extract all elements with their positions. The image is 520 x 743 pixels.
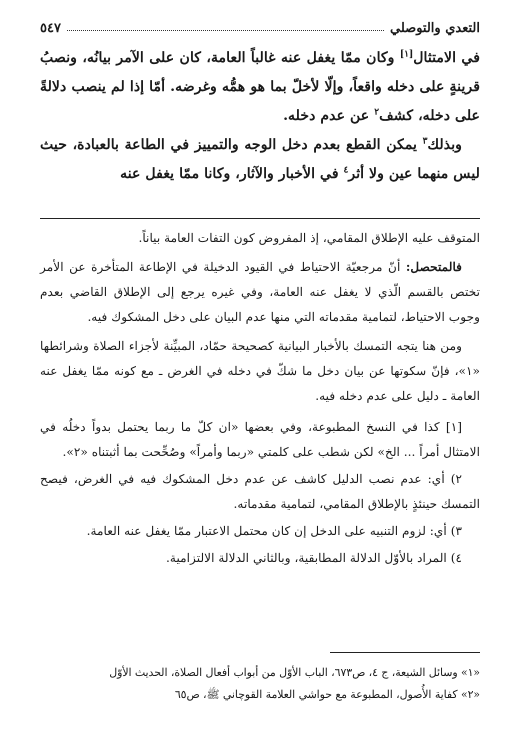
references-divider <box>330 652 480 653</box>
main-text-segment: يمكن القطع بعدم دخل الوجه والتمييز في الطاعة بالعبادة، حيث ليس منهما عين ولا أثر <box>40 137 480 182</box>
main-text-segment: وكان ممّا يغفل عنه غالباً العامة، كان على الآمر بيانُه، ونصبُ قرينةٍ على دخله واقعاً، وإلّا لأخلّ بما هو همُّه وغرضه. أمّا إذا لم ينصب دلالةً على دخله، كشف <box>40 50 480 124</box>
footnote: ٤) المراد بالأوّل الدلالة المطابقية، وبالثاني الدلالة الالتزامية. <box>166 551 462 565</box>
footnote: ٢) أي: عدم نصب الدليل كاشف عن عدم دخل المشكوك فيه في الغرض، فيصح التمسك حينئذٍ بالإطلاق المقامي، لتمامية مقدماته. <box>40 472 480 511</box>
chapter-title: التعدي والتوصلي <box>390 21 480 36</box>
commentary-paragraph: ومن هنا يتجه التمسك بالأخبار البيانية كصحيحة حمّاد، المبيِّنة لأجزاء الصلاة وشرائطها «١»، فإنّ سكوتها عن بيان دخل ما شكّ في دخله في الغرض ـ مع كونه ممّا يغفل عنه العامة ـ دليل على عدم دخله فيه. <box>40 339 480 403</box>
commentary-text: أنّ مرجعيّة الاحتياط في القيود الدخيلة في الإطاعة المتأخرة عن الأمر تختص بالقسم الّذي لا يغفل عنه العامة، وفي غيره يرجع إلى الإطلاق القاضي بعدم وجوب الاحتياط، لتمامية مقدماته التي منها عدم البيان على دخل المشكوك فيه. <box>40 260 480 324</box>
main-text-segment: في الامتثال <box>413 50 481 66</box>
commentary-section <box>40 226 480 573</box>
main-paragraph <box>40 131 480 189</box>
footnote-marker: ٣ <box>422 136 428 147</box>
footnote: ٣) أي: لزوم التنبيه على الدخل إن كان محتمل الاعتبار ممّا يغفل عنه العامة. <box>86 524 462 538</box>
footnote: [١] كذا في النسخ المطبوعة، وفي بعضها «ان كلّ ما ربما يحتمل بدواً دخلُه في الامتثال أمراً ... الخ» لكن شطب على كلمتي «ربما وأمراً» وصُحِّحت بما أثبتناه «٢». <box>40 420 480 459</box>
main-text-segment: عن عدم دخله. <box>283 108 375 124</box>
footnote-marker: [١] <box>399 49 414 60</box>
reference: «٢» كفاية الأُصول، المطبوعة مع حواشي العلامة القوچاني ﷺ، ص٦٥ <box>174 688 480 701</box>
footnotes <box>40 415 480 571</box>
main-paragraph <box>40 44 480 131</box>
summary-label: فالمتحصل: <box>405 260 462 274</box>
page-number: ٥٤٧ <box>40 21 61 36</box>
footnote-marker: ٢ <box>374 107 380 118</box>
references <box>40 662 480 706</box>
main-text <box>40 44 480 189</box>
footnote-marker: ٤ <box>343 165 349 176</box>
main-text-segment: في الأخبار والآثار، وكانا ممّا يغفل عنه <box>120 166 344 182</box>
commentary-divider <box>40 218 480 219</box>
running-header <box>40 14 480 36</box>
header-dot-leader <box>67 30 384 31</box>
reference: «١» وسائل الشيعة، ج ٤، ص٦٧٣، الباب الأوّل من أبواب أفعال الصلاة، الحديث الأوّل <box>109 666 480 679</box>
commentary-paragraph <box>40 255 480 330</box>
main-text-segment: وبذلك <box>427 137 462 153</box>
commentary-paragraph: المتوقف عليه الإطلاق المقامي، إذ المفروض كون التفات العامة بياناً. <box>138 231 480 245</box>
